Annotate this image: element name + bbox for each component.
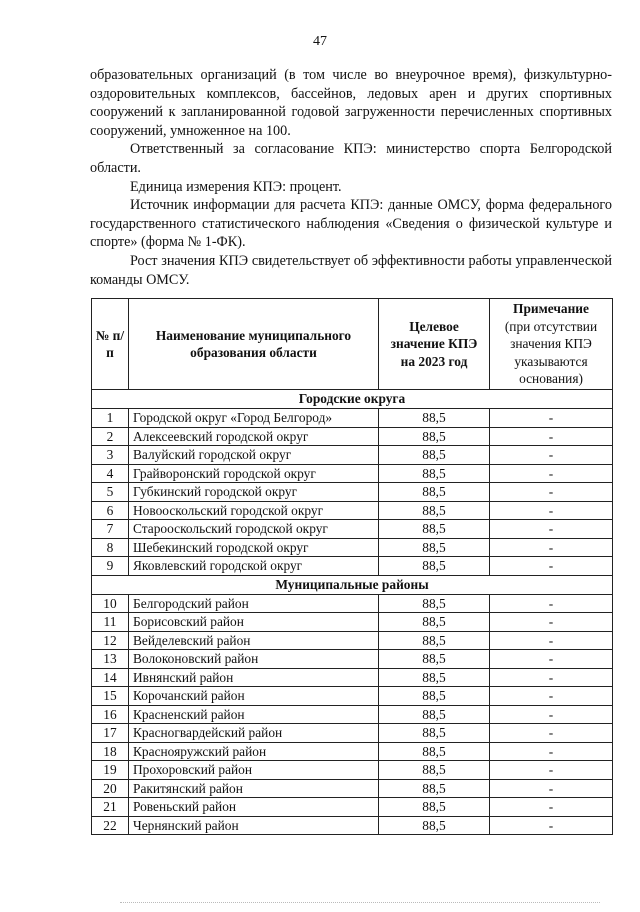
- kpe-table: [91, 298, 613, 835]
- kpe-value: 88,5: [379, 613, 490, 632]
- row-note: -: [490, 650, 613, 669]
- row-number: 7: [92, 520, 129, 539]
- row-number: 18: [92, 742, 129, 761]
- header-note-title: Примечание: [513, 301, 589, 317]
- body-text: [90, 66, 612, 289]
- municipality-name: Яковлевский городской округ: [129, 557, 379, 576]
- table-row: [92, 631, 613, 650]
- table-row: [92, 520, 613, 539]
- row-note: -: [490, 705, 613, 724]
- section-title: Городские округа: [92, 390, 613, 409]
- table-body: [92, 390, 613, 835]
- municipality-name: Белгородский район: [129, 594, 379, 613]
- kpe-value: 88,5: [379, 501, 490, 520]
- row-note: -: [490, 779, 613, 798]
- table-row: [92, 779, 613, 798]
- row-note: -: [490, 742, 613, 761]
- municipality-name: Новооскольский городской округ: [129, 501, 379, 520]
- table-header: [92, 299, 613, 390]
- row-note: -: [490, 557, 613, 576]
- row-note: -: [490, 594, 613, 613]
- table-row: [92, 501, 613, 520]
- municipality-name: Ракитянский район: [129, 779, 379, 798]
- row-number: 12: [92, 631, 129, 650]
- row-note: -: [490, 668, 613, 687]
- kpe-value: 88,5: [379, 668, 490, 687]
- row-number: 2: [92, 427, 129, 446]
- page-number: 47: [313, 34, 327, 49]
- row-number: 8: [92, 538, 129, 557]
- section-row: [92, 575, 613, 594]
- row-number: 13: [92, 650, 129, 669]
- municipality-name: Красногвардейский район: [129, 724, 379, 743]
- kpe-value: 88,5: [379, 409, 490, 428]
- municipality-name: Корочанский район: [129, 687, 379, 706]
- row-note: -: [490, 520, 613, 539]
- kpe-value: 88,5: [379, 427, 490, 446]
- row-note: -: [490, 409, 613, 428]
- row-number: 14: [92, 668, 129, 687]
- kpe-value: 88,5: [379, 761, 490, 780]
- kpe-value: 88,5: [379, 779, 490, 798]
- row-number: 17: [92, 724, 129, 743]
- row-number: 21: [92, 798, 129, 817]
- row-number: 6: [92, 501, 129, 520]
- row-note: -: [490, 631, 613, 650]
- table-row: [92, 705, 613, 724]
- table-row: [92, 650, 613, 669]
- kpe-value: 88,5: [379, 816, 490, 835]
- row-note: -: [490, 446, 613, 465]
- row-note: -: [490, 687, 613, 706]
- row-note: -: [490, 761, 613, 780]
- table-row: [92, 594, 613, 613]
- municipality-name: Губкинский городской округ: [129, 483, 379, 502]
- footer-divider: [120, 902, 600, 903]
- paragraph: Единица измерения КПЭ: процент.: [130, 178, 342, 195]
- kpe-value: 88,5: [379, 538, 490, 557]
- paragraph: Источник информации для расчета КПЭ: данные ОМСУ, форма федерального государственного статистического наблюдения «Сведения о физической культуре и спорте» (форма № 1-ФК).: [90, 197, 612, 251]
- row-number: 3: [92, 446, 129, 465]
- municipality-name: Красненский район: [129, 705, 379, 724]
- kpe-value: 88,5: [379, 464, 490, 483]
- table-row: [92, 483, 613, 502]
- row-number: 22: [92, 816, 129, 835]
- header-value: Целевое значение КПЭ на 2023 год: [379, 299, 490, 390]
- kpe-value: 88,5: [379, 742, 490, 761]
- municipality-name: Старооскольский городской округ: [129, 520, 379, 539]
- table-row: [92, 409, 613, 428]
- kpe-value: 88,5: [379, 724, 490, 743]
- municipality-name: Вейделевский район: [129, 631, 379, 650]
- row-number: 15: [92, 687, 129, 706]
- kpe-value: 88,5: [379, 557, 490, 576]
- municipality-name: Шебекинский городской округ: [129, 538, 379, 557]
- municipality-name: Ровеньский район: [129, 798, 379, 817]
- row-note: -: [490, 483, 613, 502]
- table-row: [92, 557, 613, 576]
- row-number: 16: [92, 705, 129, 724]
- municipality-name: Грайворонский городской округ: [129, 464, 379, 483]
- table-row: [92, 427, 613, 446]
- municipality-name: Волоконовский район: [129, 650, 379, 669]
- row-note: -: [490, 464, 613, 483]
- municipality-name: Борисовский район: [129, 613, 379, 632]
- table-row: [92, 816, 613, 835]
- table-row: [92, 464, 613, 483]
- header-note: [490, 299, 613, 390]
- paragraph: Ответственный за согласование КПЭ: министерство спорта Белгородской области.: [90, 141, 612, 176]
- table-row: [92, 538, 613, 557]
- header-name: Наименование муниципального образования области: [129, 299, 379, 390]
- table-row: [92, 724, 613, 743]
- table-row: [92, 613, 613, 632]
- row-number: 9: [92, 557, 129, 576]
- municipality-name: Краснояружский район: [129, 742, 379, 761]
- row-note: -: [490, 613, 613, 632]
- row-note: -: [490, 427, 613, 446]
- kpe-value: 88,5: [379, 798, 490, 817]
- header-num: № п/п: [92, 299, 129, 390]
- table-row: [92, 761, 613, 780]
- row-note: -: [490, 501, 613, 520]
- kpe-value: 88,5: [379, 705, 490, 724]
- table-row: [92, 687, 613, 706]
- table-row: [92, 798, 613, 817]
- kpe-value: 88,5: [379, 520, 490, 539]
- row-number: 5: [92, 483, 129, 502]
- kpe-value: 88,5: [379, 631, 490, 650]
- kpe-value: 88,5: [379, 650, 490, 669]
- row-number: 10: [92, 594, 129, 613]
- kpe-value: 88,5: [379, 687, 490, 706]
- row-number: 19: [92, 761, 129, 780]
- table-row: [92, 446, 613, 465]
- row-note: -: [490, 538, 613, 557]
- row-number: 20: [92, 779, 129, 798]
- table-row: [92, 742, 613, 761]
- municipality-name: Городской округ «Город Белгород»: [129, 409, 379, 428]
- row-number: 11: [92, 613, 129, 632]
- municipality-name: Ивнянский район: [129, 668, 379, 687]
- municipality-name: Алексеевский городской округ: [129, 427, 379, 446]
- table-row: [92, 668, 613, 687]
- municipality-name: Валуйский городской округ: [129, 446, 379, 465]
- row-note: -: [490, 798, 613, 817]
- kpe-value: 88,5: [379, 594, 490, 613]
- paragraph: Рост значения КПЭ свидетельствует об эффективности работы управленческой команды ОМСУ.: [90, 252, 612, 288]
- kpe-value: 88,5: [379, 446, 490, 465]
- section-row: [92, 390, 613, 409]
- row-number: 4: [92, 464, 129, 483]
- municipality-name: Прохоровский район: [129, 761, 379, 780]
- municipality-name: Чернянский район: [129, 816, 379, 835]
- row-note: -: [490, 724, 613, 743]
- header-note-sub: (при отсутствии значения КПЭ указываются основания): [504, 318, 598, 387]
- section-title: Муниципальные районы: [92, 575, 613, 594]
- paragraph: образовательных организаций (в том числе во внеурочное время), физкультурно-оздоровительных комплексов, бассейнов, ледовых арен и других спортивных сооружений к запланированной годовой загруженности перечисленных спортивных сооружений, умноженное на 100.: [90, 67, 612, 139]
- row-note: -: [490, 816, 613, 835]
- kpe-value: 88,5: [379, 483, 490, 502]
- row-number: 1: [92, 409, 129, 428]
